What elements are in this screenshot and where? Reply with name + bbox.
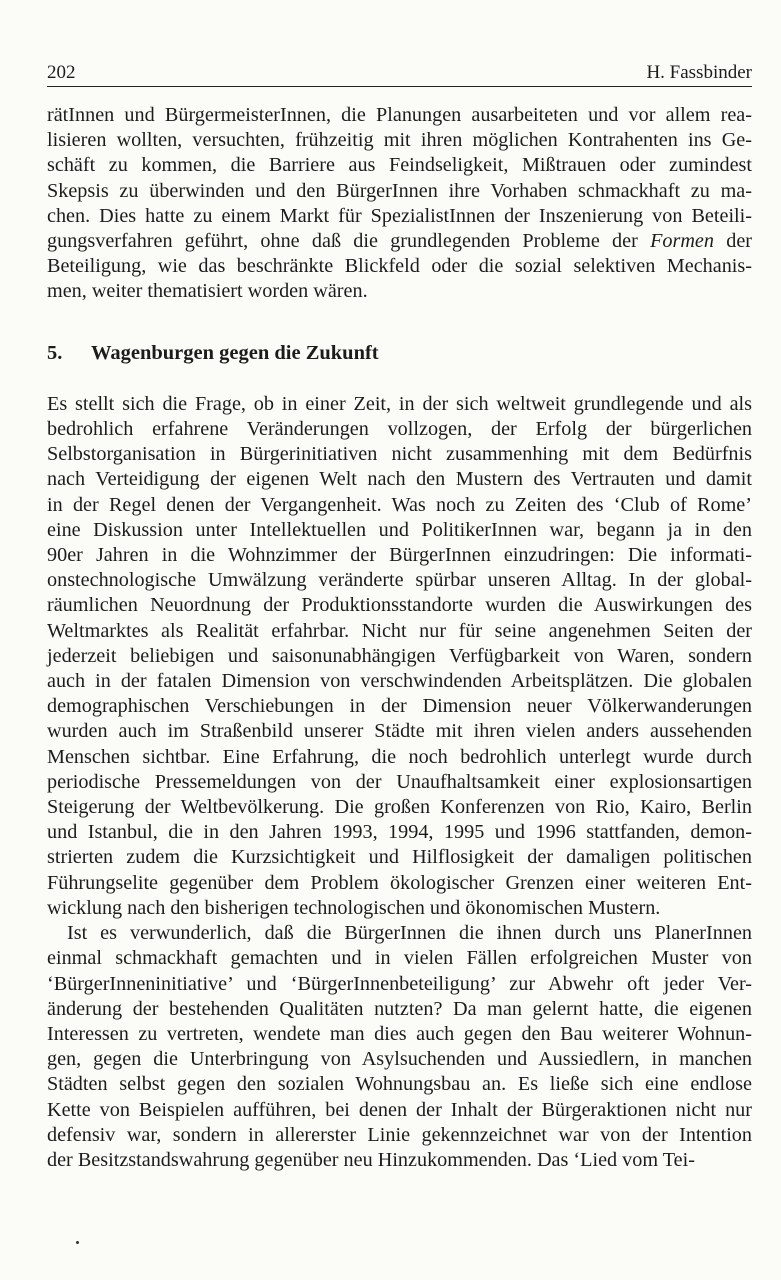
section-title: Wagenburgen gegen die Zukunft <box>91 341 379 364</box>
paragraph-1 <box>47 103 752 305</box>
text-line: änderung der bestehenden Qualitäten nutzten? Da man gelernt hatte, die eigenen <box>47 997 752 1020</box>
text-line: und Istanbul, die in den Jahren 1993, 1994, 1995 und 1996 stattfanden, demon- <box>47 821 752 844</box>
text-line: strierten zudem die Kurzsichtigkeit und Hilflosigkeit der damaligen politischen <box>47 846 752 869</box>
section-number: 5. <box>47 341 63 364</box>
text-line: Weltmarktes als Realität erfahrbar. Nicht nur für seine angenehmen Seiten der <box>47 619 752 642</box>
text-fragment: der <box>726 230 753 253</box>
text-line: Führungselite gegenüber dem Problem ökologischer Grenzen einer weiteren Ent- <box>47 871 752 894</box>
body-text <box>47 103 752 1173</box>
book-page <box>47 60 752 1173</box>
text-line: Skepsis zu überwinden und den BürgerInnen ihre Vorhaben schmackhaft zu ma- <box>47 179 752 202</box>
text-line: men, weiter thematisiert worden wären. <box>47 280 368 303</box>
text-line: 90er Jahren in die Wohnzimmer der BürgerInnen einzudringen: Die informati- <box>47 544 752 567</box>
text-line: Es stellt sich die Frage, ob in einer Zeit, in der sich weltweit grundlegende und als <box>47 392 752 415</box>
text-line: Beteiligung, wie das beschränkte Blickfeld oder die sozial selektiven Mechanis- <box>47 255 752 278</box>
text-line: eine Diskussion unter Intellektuellen und PolitikerInnen war, begann ja in den <box>47 518 752 541</box>
text-line: Städten selbst gegen den sozialen Wohnungsbau an. Es ließe sich eine endlose <box>47 1073 752 1096</box>
text-line <box>47 229 752 254</box>
running-header <box>47 60 752 87</box>
text-line: schäft zu kommen, die Barriere aus Feindseligkeit, Mißtrauen oder zumindest <box>47 154 752 177</box>
text-line: der Besitzstandswahrung gegenüber neu Hinzukommenden. Das ‘Lied vom Tei- <box>47 1148 695 1171</box>
section-heading <box>47 341 752 366</box>
page-number: 202 <box>47 62 76 83</box>
text-line: räumlichen Neuordnung der Produktionsstandorte wurden die Auswirkungen des <box>47 594 752 617</box>
text-line: chen. Dies hatte zu einem Markt für SpezialistInnen der Inszenierung von Beteili- <box>47 204 752 227</box>
emphasis-formen: Formen <box>650 230 714 253</box>
text-line: Steigerung der Weltbevölkerung. Die großen Konferenzen von Rio, Kairo, Berlin <box>47 796 752 819</box>
paragraph-3 <box>47 921 752 1173</box>
text-line: Kette von Beispielen aufführen, bei denen der Inhalt der Bürgeraktionen nicht nur <box>47 1098 752 1121</box>
text-line: in der Regel denen der Vergangenheit. Was noch zu Zeiten des ‘Club of Rome’ <box>47 493 752 516</box>
text-line: Ist es verwunderlich, daß die BürgerInnen die ihnen durch uns PlanerInnen <box>67 922 752 945</box>
text-line: demographischen Verschiebungen in der Dimension neuer Völkerwanderungen <box>47 695 752 718</box>
text-line: periodische Pressemeldungen von der Unaufhaltsamkeit einer explosionsartigen <box>47 770 752 793</box>
text-line: Interessen zu vertreten, wendete man dies auch gegen den Bau weiterer Wohnun- <box>47 1022 752 1045</box>
text-line: wicklung nach den bisherigen technologischen und ökonomischen Mustern. <box>47 896 661 919</box>
paragraph-2 <box>47 392 752 921</box>
text-line: auch in der fatalen Dimension von verschwindenden Arbeitsplätzen. Die globalen <box>47 670 752 693</box>
text-line: einmal schmackhaft gemachten und in vielen Fällen erfolgreichen Muster von <box>47 947 752 970</box>
text-line: defensiv war, sondern in allererster Linie gekennzeichnet war von der Intention <box>47 1123 752 1146</box>
text-line: bedrohlich erfahrene Veränderungen vollzogen, der Erfolg der bürgerlichen <box>47 418 752 441</box>
text-line: ‘BürgerInneninitiative’ und ‘BürgerInnenbeteiligung’ zur Abwehr oft jeder Ver- <box>47 972 752 995</box>
text-fragment: gungsverfahren geführt, ohne daß die grundlegenden Probleme der <box>47 230 638 253</box>
text-line: Menschen sichtbar. Eine Erfahrung, die noch bedrohlich unterlegt wurde durch <box>47 745 752 768</box>
text-line: wurden auch im Straßenbild unserer Städte mit ihren vielen anders aussehenden <box>47 720 752 743</box>
ink-speck <box>76 1241 79 1244</box>
text-line: jederzeit beliebigen und saisonunabhängigen Verfügbarkeit von Waren, sondern <box>47 644 752 667</box>
text-line: onstechnologische Umwälzung veränderte spürbar unseren Alltag. In der global- <box>47 569 752 592</box>
text-line: Selbstorganisation in Bürgerinitiativen nicht zusammenhing mit dem Bedürfnis <box>47 443 752 466</box>
text-line: lisieren wollten, versuchten, frühzeitig mit ihren möglichen Kontrahenten ins Ge- <box>47 129 752 152</box>
text-line: nach Verteidigung der eigenen Welt nach den Mustern des Vertrauten und damit <box>47 468 752 491</box>
text-line: gen, gegen die Unterbringung von Asylsuchenden und Aussiedlern, in manchen <box>47 1048 752 1071</box>
text-line: rätInnen und BürgermeisterInnen, die Planungen ausarbeiteten und vor allem rea- <box>47 104 752 126</box>
running-author: H. Fassbinder <box>646 62 752 83</box>
